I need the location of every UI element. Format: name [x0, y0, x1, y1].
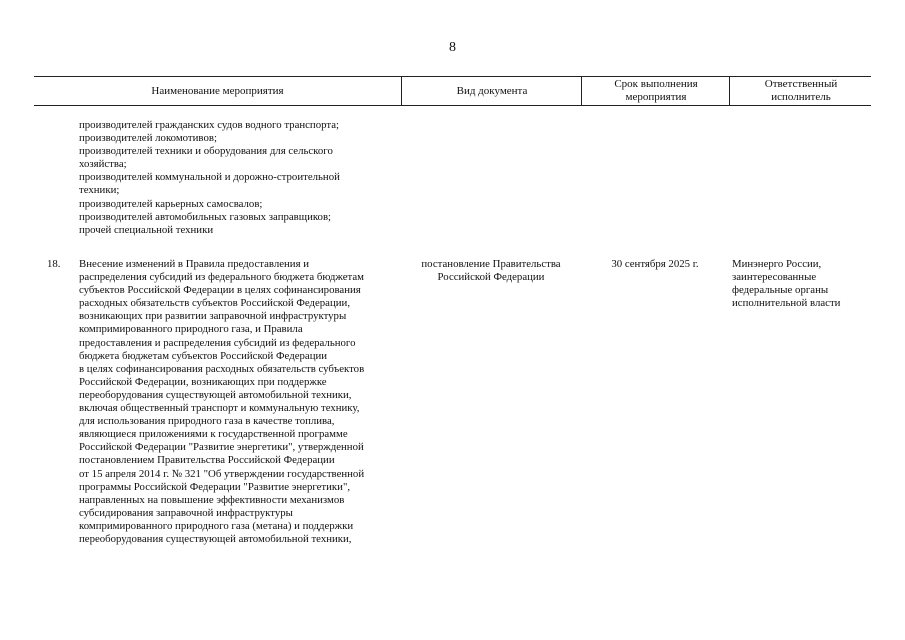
description-line: распределения субсидий из федерального бюджета бюджетам — [79, 271, 364, 284]
continued-line: производителей коммунальной и дорожно-строительной — [79, 171, 340, 184]
responsible-line: исполнительной власти — [732, 297, 841, 310]
header-deadline-label-2: мероприятия — [625, 91, 687, 103]
continued-line: прочей специальной техники — [79, 223, 214, 236]
responsible-line: Минэнерго России, — [732, 258, 822, 270]
document-table — [34, 76, 871, 106]
description-line: компримированного природного газа (метана) и поддержки — [79, 519, 354, 532]
document-type-line: Российской Федерации — [437, 271, 545, 284]
description-line: Российской Федерации "Развитие энергетики", утвержденной — [79, 441, 364, 454]
header-event-name — [34, 77, 401, 105]
header-responsible-label-2: исполнитель — [771, 91, 831, 103]
continued-line: хозяйства; — [79, 158, 127, 171]
continued-line: производителей карьерных самосвалов; — [79, 197, 263, 210]
header-event-name-label: Наименование мероприятия — [151, 84, 284, 97]
header-responsible — [729, 77, 872, 105]
row-description — [79, 258, 409, 546]
header-document-type — [401, 77, 582, 105]
header-deadline-label-1: Срок выполнения — [614, 78, 698, 90]
continued-line: производителей техники и оборудования для сельского — [79, 145, 333, 158]
header-responsible-label-1: Ответственный — [764, 78, 838, 90]
description-line: для использования природного газа в качестве топлива, — [79, 415, 335, 428]
description-line: от 15 апреля 2014 г. № 321 "Об утверждении государственной — [79, 467, 365, 480]
description-line: переоборудования существующей автомобильной техники, — [79, 532, 352, 545]
description-line: Российской Федерации, возникающих при поддержке — [79, 375, 327, 388]
continued-line: производителей гражданских судов водного транспорта; — [79, 119, 340, 131]
description-line: переоборудования существующей автомобильной техники, — [79, 388, 352, 401]
description-line: включая общественный транспорт и коммунальную технику, — [79, 402, 360, 415]
description-line: бюджета бюджетам субъектов Российской Федерации — [79, 349, 328, 362]
description-line: Внесение изменений в Правила предоставления и — [79, 258, 310, 270]
table-header — [34, 76, 871, 106]
description-line: в целях софинансирования расходных обязательств субъектов — [79, 362, 365, 375]
responsible-line: заинтересованные — [732, 271, 817, 284]
description-line: предоставления и распределения субсидий из федерального — [79, 336, 356, 349]
row-document-type — [401, 258, 581, 284]
header-deadline — [581, 77, 730, 105]
responsible-line: федеральные органы — [732, 284, 829, 297]
continued-line: производителей локомотивов; — [79, 132, 217, 145]
description-line: субсидирования заправочной инфраструктуры — [79, 506, 293, 519]
description-line: возникающих при развитии заправочной инфраструктуры — [79, 310, 347, 323]
description-line: компримированного природного газа, и Правила — [79, 323, 303, 336]
header-document-type-label: Вид документа — [456, 84, 528, 97]
continued-list — [79, 119, 409, 237]
row-number: 18. — [47, 258, 61, 270]
description-line: программы Российской Федерации "Развитие энергетики", — [79, 480, 351, 493]
document-type-line: постановление Правительства — [421, 258, 561, 270]
continued-line: производителей автомобильных газовых заправщиков; — [79, 210, 332, 223]
continued-line: техники; — [79, 184, 120, 197]
row-deadline: 30 сентября 2025 г. — [611, 258, 699, 270]
description-line: постановлением Правительства Российской Федерации — [79, 454, 335, 467]
description-line: субъектов Российской Федерации в целях софинансирования — [79, 284, 361, 297]
description-line: направленных на повышение эффективности механизмов — [79, 493, 345, 506]
row-responsible — [732, 258, 872, 310]
description-line: являющиеся приложениями к государственной программе — [79, 428, 348, 441]
page-number: 8 — [449, 40, 456, 55]
description-line: расходных обязательств субъектов Российской Федерации, — [79, 297, 351, 310]
